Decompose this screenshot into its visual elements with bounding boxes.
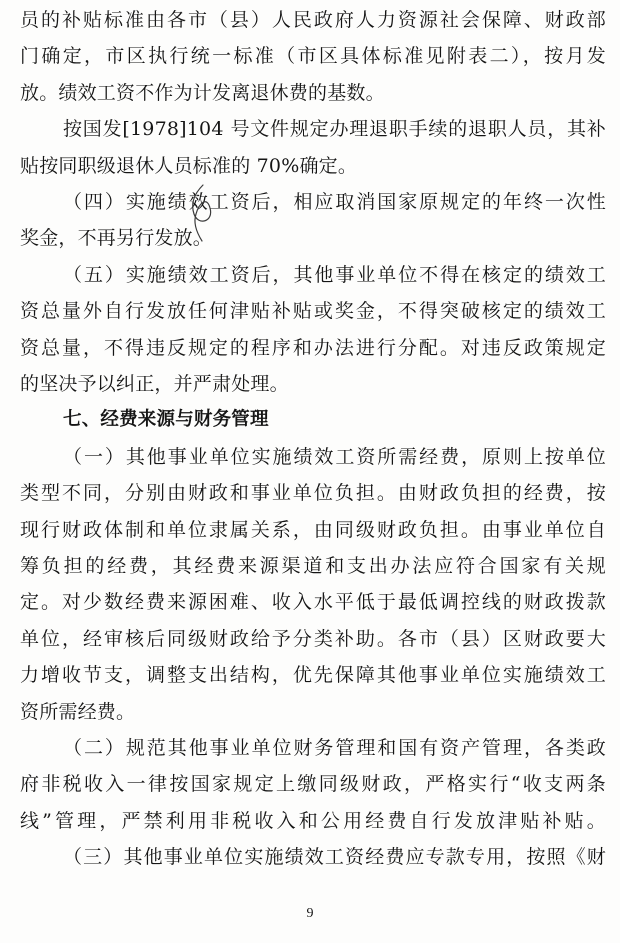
text-line: 资所需经费。 (20, 700, 136, 723)
page-number: 9 (306, 906, 314, 921)
text-line: 线”管理，严禁利用非税收入和公用经费自行发放津贴补贴。 (20, 809, 606, 832)
text-line: 员的补贴标准由各市（县）人民政府人力资源社会保障、财政部 (20, 9, 606, 31)
text-line: 奖金，不再另行发放。 (20, 227, 213, 250)
text-line: 门确定，市区执行统一标准（市区具体标准见附表二），按月发 (20, 45, 606, 68)
text-line: 放。绩效工资不作为计发离退休费的基数。 (20, 81, 385, 104)
text-line: 类型不同，分别由财政和事业单位负担。由财政负担的经费，按 (20, 482, 606, 505)
section-heading: 七、经费来源与财务管理 (63, 409, 269, 431)
text-line: 贴按同职级退休人员标准的 70%确定。 (20, 154, 358, 177)
text-line: 现行财政体制和单位隶属关系，由同级财政负担。由事业单位自 (20, 518, 606, 541)
text-line: 定。对少数经费来源困难、收入水平低于最低调控线的财政拨款 (20, 591, 606, 614)
text-line: （二）规范其他事业单位财务管理和国有资产管理，各类政 (63, 737, 606, 759)
text-line: 单位，经审核后同级财政给予分类补助。各市（县）区财政要大 (20, 627, 606, 650)
text-line: 按国发[1978]104 号文件规定办理退职手续的退职人员，其补 (63, 118, 606, 141)
text-line: 力增收节支，调整支出结构，优先保障其他事业单位实施绩效工 (20, 664, 606, 687)
text-line: （四）实施绩效工资后，相应取消国家原规定的年终一次性 (63, 191, 606, 213)
text-line: 府非税收入一律按国家规定上缴同级财政，严格实行“收支两条 (20, 773, 606, 796)
text-line: （三）其他事业单位实施绩效工资经费应专款专用，按照《财 (63, 846, 606, 869)
text-line: 筹负担的经费，其经费来源渠道和支出办法应符合国家有关规 (20, 555, 606, 577)
text-line: 的坚决予以纠正，并严肃处理。 (20, 373, 289, 395)
text-line: （五）实施绩效工资后，其他事业单位不得在核定的绩效工 (63, 263, 606, 286)
text-line: （一）其他事业单位实施绩效工资所需经费，原则上按单位 (63, 445, 606, 468)
text-line: 资总量外自行发放任何津贴补贴或奖金，不得突破核定的绩效工 (20, 300, 606, 323)
text-line: 资总量，不得违反规定的程序和办法进行分配。对违反政策规定 (20, 336, 606, 359)
